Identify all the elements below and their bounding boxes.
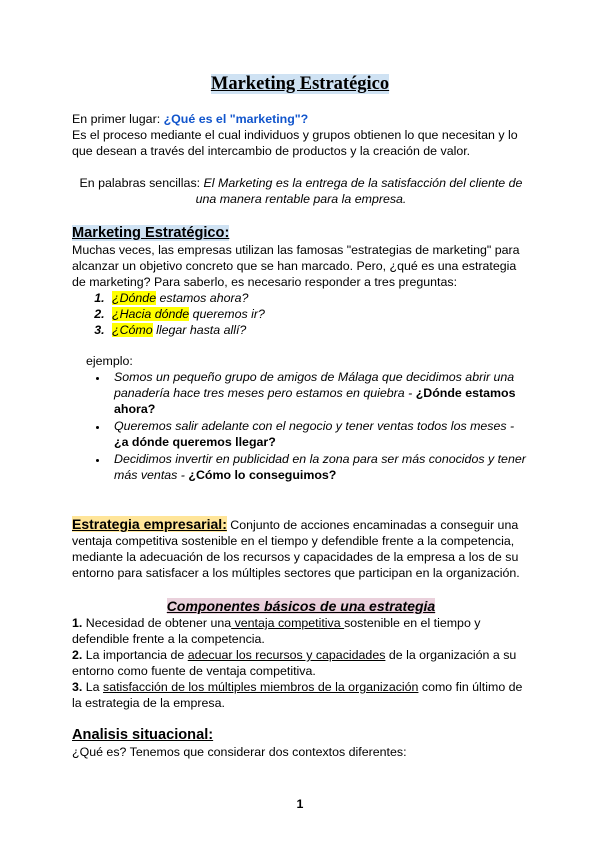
- componentes-list: [72, 615, 530, 711]
- page-number: 1: [296, 797, 304, 811]
- list-item: 3. ¿Cómo llegar hasta allí?: [108, 322, 530, 338]
- section-marketing-estrategico: [72, 224, 530, 338]
- list-item: 2. ¿Hacia dónde queremos ir?: [108, 306, 530, 322]
- analisis-body: ¿Qué es? Tenemos que considerar dos contextos diferentes:: [72, 745, 407, 759]
- componentes-heading: Componentes básicos de una estrategia: [166, 598, 436, 614]
- intro-definition: Es el proceso mediante el cual individuos y grupos obtienen lo que necesitan y lo que desean a través del intercambio de productos y la creación de valor.: [72, 128, 518, 158]
- section1-heading: Marketing Estratégico:: [72, 225, 230, 241]
- list-item: • Somos un pequeño grupo de amigos de Málaga que decidimos abrir una panadería hace tres meses pero estamos en quiebra - ¿Dónde estamos ahora?: [108, 369, 530, 417]
- simple-definition: [72, 175, 530, 207]
- examples-list: [72, 369, 530, 483]
- list-item: 1. ¿Dónde estamos ahora?: [108, 290, 530, 306]
- section-analisis: [72, 726, 530, 760]
- example-label: ejemplo:: [86, 354, 133, 368]
- intro-question: ¿Qué es el "marketing"?: [163, 112, 309, 126]
- estrategia-body: Conjunto de acciones encaminadas a conseguir una ventaja competitiva sostenible en el tiempo y defendible frente a la competencia, mediante la adecuación de los recursos y capacidades de la empresa a los de su entorno para satisfacer a los múltiples sectores que participan en la organización.: [72, 518, 520, 580]
- questions-list: [72, 290, 530, 338]
- section1-body: Muchas veces, las empresas utilizan las famosas "estrategias de marketing" para alcanzar un objetivo concreto que se han marcado. Pero, ¿qué es una estrategia de marketing? Para saberlo, es necesario responder a tres preguntas:: [72, 243, 520, 289]
- list-item: 3. La satisfacción de los múltiples miembros de la organización como fin último de la estrategia de la empresa.: [72, 680, 523, 710]
- simple-quote-line2: una manera rentable para la empresa.: [195, 192, 407, 206]
- list-item: • Decidimos invertir en publicidad en la zona para ser más conocidos y tener más ventas - ¿Cómo lo conseguimos?: [108, 451, 530, 483]
- estrategia-paragraph: [72, 516, 530, 581]
- list-item: 2. La importancia de adecuar los recursos y capacidades de la organización a su entorno como fuente de ventaja competitiva.: [72, 648, 517, 678]
- examples-block: [72, 369, 530, 484]
- estrategia-label: Estrategia empresarial:: [72, 516, 227, 532]
- document-title: Marketing Estratégico: [210, 74, 390, 94]
- intro-prefix: En primer lugar:: [72, 112, 164, 126]
- list-item: • Queremos salir adelante con el negocio y tener ventas todos los meses - ¿a dónde queremos llegar?: [108, 418, 530, 450]
- intro-paragraph: [72, 111, 530, 159]
- simple-quote-line1: El Marketing es la entrega de la satisfacción del cliente de: [203, 176, 523, 190]
- analisis-heading: Analisis situacional:: [72, 727, 214, 743]
- simple-prefix: En palabras sencillas:: [79, 176, 204, 190]
- list-item: 1. Necesidad de obtener una ventaja competitiva sostenible en el tiempo y defendible frente a la competencia.: [72, 616, 481, 646]
